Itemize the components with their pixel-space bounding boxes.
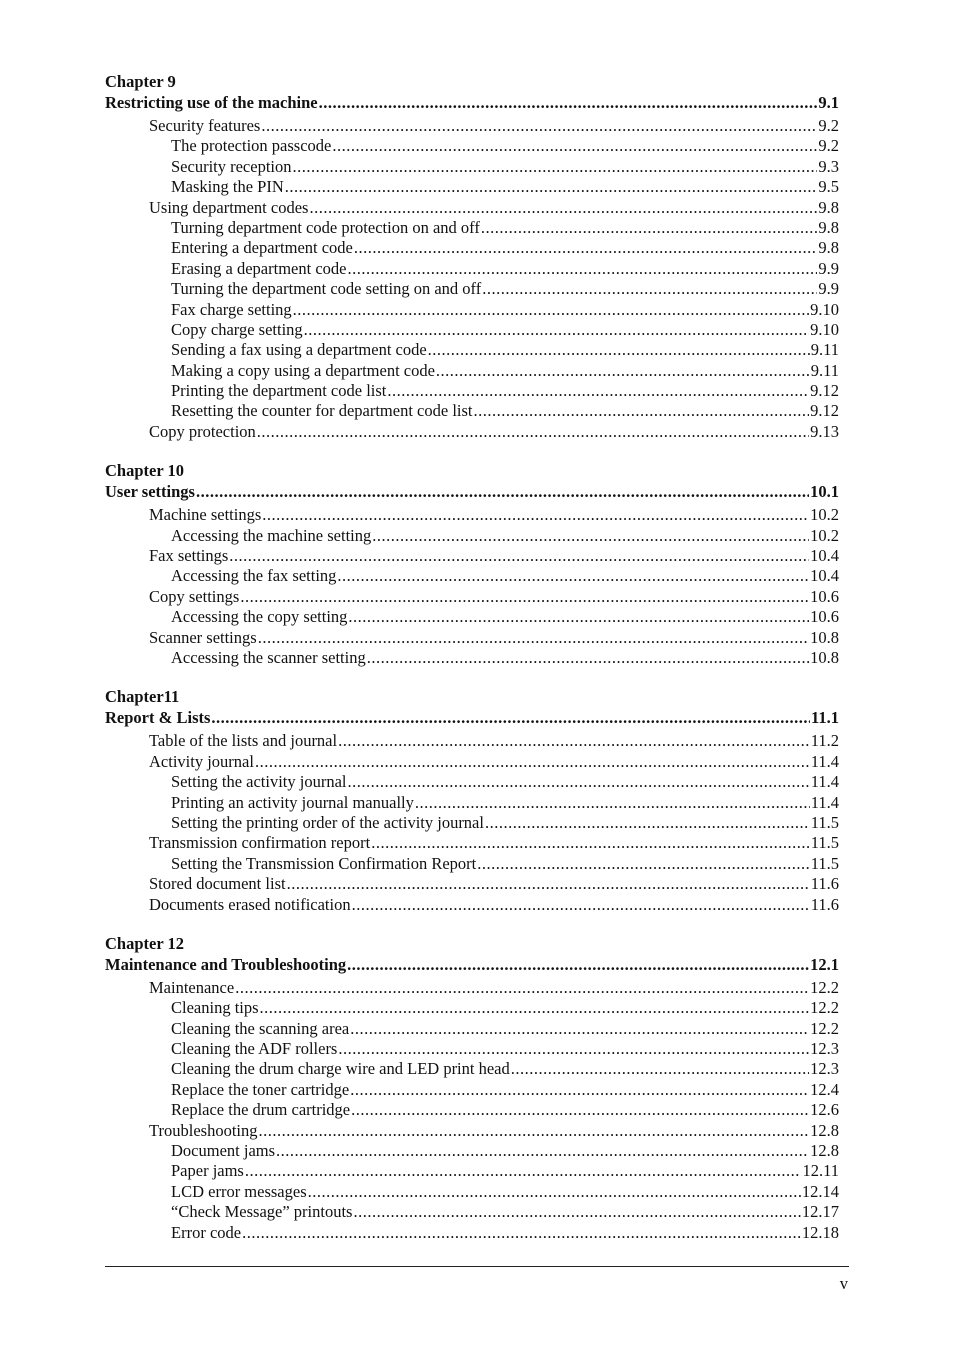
entry-title: Printing an activity journal manually (171, 792, 414, 812)
entry-page-number: 10.4 (810, 546, 839, 566)
entry-page-number: 9.8 (818, 197, 839, 217)
subsection-entry[interactable] (105, 238, 839, 258)
entry-page-number: 11.4 (810, 792, 839, 812)
entry-title: User settings (105, 482, 195, 502)
entry-title: Turning department code protection on and off (171, 217, 480, 237)
chapter-section (105, 460, 839, 668)
dot-leader (350, 1019, 809, 1039)
dot-leader (304, 320, 809, 340)
entry-title: Masking the PIN (171, 177, 284, 197)
dot-leader (338, 1039, 809, 1059)
subsection-entry[interactable] (105, 772, 839, 792)
entry-title: Copy settings (149, 586, 240, 606)
entry-page-number: 9.10 (810, 299, 839, 319)
subsection-entry[interactable] (105, 361, 839, 381)
dot-leader (260, 998, 810, 1018)
dot-leader (348, 607, 809, 627)
chapter-section (105, 71, 839, 442)
subsection-entry[interactable] (105, 1141, 839, 1161)
dot-leader (245, 1161, 802, 1181)
dot-leader (372, 526, 809, 546)
entry-page-number: 12.8 (810, 1120, 839, 1140)
entry-page-number: 11.5 (810, 833, 839, 853)
dot-leader (353, 1202, 800, 1222)
entry-page-number: 9.8 (818, 217, 839, 237)
subsection-entry[interactable] (105, 793, 839, 813)
entry-page-number: 12.3 (810, 1039, 839, 1059)
entry-title: Erasing a department code (171, 258, 347, 278)
subsection-entry[interactable] (105, 1161, 839, 1181)
subsection-entry[interactable] (105, 1080, 839, 1100)
entry-page-number: 9.9 (818, 279, 839, 299)
subsection-entry[interactable] (105, 401, 839, 421)
footer-rule (105, 1266, 849, 1267)
entry-title: Paper jams (171, 1161, 244, 1181)
dot-leader (287, 874, 810, 894)
entry-page-number: 12.4 (810, 1079, 839, 1099)
entry-page-number: 11.1 (811, 708, 839, 728)
entry-page-number: 10.6 (810, 607, 839, 627)
entry-title: Cleaning the ADF rollers (171, 1039, 338, 1059)
entry-page-number: 11.5 (810, 812, 839, 832)
section-entry[interactable] (105, 198, 839, 218)
entry-page-number: 10.4 (810, 566, 839, 586)
dot-leader (415, 793, 810, 813)
entry-page-number: 9.11 (810, 360, 839, 380)
entry-title: Scanner settings (149, 627, 257, 647)
entry-page-number: 12.6 (810, 1100, 839, 1120)
dot-leader (276, 1141, 809, 1161)
dot-leader (229, 546, 809, 566)
dot-leader (319, 92, 818, 113)
dot-leader (308, 1182, 801, 1202)
entry-title: Stored document list (149, 874, 286, 894)
entry-page-number: 9.1 (818, 93, 839, 112)
entry-title: Maintenance and Troubleshooting (105, 954, 347, 974)
entry-title: Entering a department code (171, 238, 353, 258)
entry-title: Making a copy using a department code (171, 360, 435, 380)
subsection-entry[interactable] (105, 157, 839, 177)
entry-title: Setting the Transmission Confirmation Report (171, 853, 477, 873)
dot-leader (482, 279, 817, 299)
entry-title: Fax settings (149, 546, 229, 566)
dot-leader (436, 361, 810, 381)
dot-leader (481, 218, 818, 238)
entry-page-number: 12.17 (801, 1202, 839, 1222)
entry-title: Transmission confirmation report (149, 833, 371, 853)
subsection-entry[interactable] (105, 218, 839, 238)
entry-title: Machine settings (149, 505, 262, 525)
subsection-entry[interactable] (105, 998, 839, 1018)
entry-title: Fax charge setting (171, 299, 292, 319)
chapter-label: Chapter11 (105, 687, 180, 707)
dot-leader (309, 198, 817, 218)
section-entry[interactable] (105, 587, 839, 607)
entry-title: Security reception (171, 156, 292, 176)
dot-leader (387, 381, 809, 401)
subsection-entry[interactable] (105, 1223, 839, 1243)
dot-leader (352, 895, 810, 915)
chapter-section (105, 686, 839, 915)
chapter-title-entry[interactable] (105, 92, 839, 116)
subsection-entry[interactable] (105, 300, 839, 320)
dot-leader (350, 1080, 809, 1100)
section-entry[interactable] (105, 116, 839, 136)
entry-title: Report & Lists (105, 708, 211, 728)
entry-page-number: 10.6 (810, 586, 839, 606)
dot-leader (262, 505, 809, 525)
subsection-entry[interactable] (105, 259, 839, 279)
dot-leader (367, 648, 809, 668)
dot-leader (242, 1223, 801, 1243)
dot-leader (511, 1059, 809, 1079)
entry-page-number: 9.2 (818, 116, 839, 135)
entry-page-number: 11.4 (810, 772, 839, 792)
subsection-entry[interactable] (105, 1182, 839, 1202)
entry-title: Table of the lists and journal (149, 731, 338, 751)
section-entry[interactable] (105, 628, 839, 648)
entry-title: LCD error messages (171, 1181, 307, 1201)
dot-leader (347, 259, 817, 279)
entry-title: Cleaning tips (171, 998, 259, 1018)
chapter-title-entry[interactable] (105, 481, 839, 505)
section-entry[interactable] (105, 895, 839, 915)
section-entry[interactable] (105, 731, 839, 751)
subsection-entry[interactable] (105, 381, 839, 401)
entry-title: Security features (149, 116, 261, 135)
entry-page-number: 12.2 (810, 1018, 839, 1038)
dot-leader (337, 566, 809, 586)
entry-title: Documents erased notification (149, 894, 351, 914)
subsection-entry[interactable] (105, 1019, 839, 1039)
subsection-entry[interactable] (105, 1202, 839, 1222)
section-entry[interactable] (105, 978, 839, 998)
entry-title: Error code (171, 1222, 242, 1242)
entry-page-number: 9.12 (810, 401, 839, 421)
dot-leader (196, 481, 809, 502)
section-entry[interactable] (105, 546, 839, 566)
dot-leader (259, 1121, 810, 1141)
subsection-entry[interactable] (105, 1100, 839, 1120)
entry-title: Setting the activity journal (171, 772, 347, 792)
entry-page-number: 12.2 (810, 977, 839, 997)
entry-title: Troubleshooting (149, 1120, 258, 1140)
subsection-entry[interactable] (105, 607, 839, 627)
dot-leader (293, 300, 809, 320)
entry-page-number: 9.9 (818, 258, 839, 278)
entry-page-number: 9.5 (818, 177, 839, 197)
entry-page-number: 12.18 (801, 1222, 839, 1242)
chapter-label: Chapter 12 (105, 933, 184, 953)
section-entry[interactable] (105, 1121, 839, 1141)
section-entry[interactable] (105, 752, 839, 772)
section-entry[interactable] (105, 505, 839, 525)
dot-leader (255, 752, 810, 772)
subsection-entry[interactable] (105, 566, 839, 586)
subsection-entry[interactable] (105, 648, 839, 668)
dot-leader (428, 340, 810, 360)
entry-title: Maintenance (149, 977, 235, 997)
entry-page-number: 11.5 (810, 853, 839, 873)
entry-title: Resetting the counter for department code list (171, 401, 473, 421)
entry-page-number: 11.6 (810, 894, 839, 914)
entry-page-number: 12.14 (801, 1181, 839, 1201)
entry-title: Activity journal (149, 751, 254, 771)
entry-page-number: 12.1 (810, 954, 839, 974)
dot-leader (211, 707, 810, 728)
entry-title: Copy charge setting (171, 319, 303, 339)
subsection-entry[interactable] (105, 526, 839, 546)
entry-title: Document jams (171, 1141, 276, 1161)
entry-page-number: 11.2 (810, 731, 839, 751)
entry-page-number: 9.8 (818, 238, 839, 258)
dot-leader (332, 136, 817, 156)
subsection-entry[interactable] (105, 320, 839, 340)
page-number: v (839, 1274, 848, 1293)
dot-leader (258, 628, 809, 648)
entry-page-number: 10.1 (810, 482, 839, 502)
entry-page-number: 10.2 (810, 505, 839, 525)
entry-title: Accessing the copy setting (171, 607, 348, 627)
subsection-entry[interactable] (105, 279, 839, 299)
entry-title: Copy protection (149, 421, 256, 441)
entry-title: Turning the department code setting on and off (171, 279, 482, 299)
subsection-entry[interactable] (105, 813, 839, 833)
chapter-label: Chapter 10 (105, 461, 184, 481)
entry-title: Cleaning the scanning area (171, 1018, 350, 1038)
subsection-entry[interactable] (105, 136, 839, 156)
subsection-entry[interactable] (105, 1059, 839, 1079)
entry-title: Replace the toner cartridge (171, 1079, 350, 1099)
section-entry[interactable] (105, 833, 839, 853)
subsection-entry[interactable] (105, 854, 839, 874)
entry-page-number: 10.8 (810, 647, 839, 667)
entry-page-number: 12.11 (802, 1161, 839, 1181)
entry-title: Accessing the fax setting (171, 566, 337, 586)
subsection-entry[interactable] (105, 1039, 839, 1059)
dot-leader (474, 401, 810, 421)
chapter-label: Chapter 9 (105, 72, 176, 91)
entry-title: Accessing the scanner setting (171, 647, 366, 667)
entry-page-number: 10.8 (810, 627, 839, 647)
entry-page-number: 9.10 (810, 319, 839, 339)
dot-leader (285, 177, 818, 197)
entry-page-number: 9.11 (810, 340, 839, 360)
entry-page-number: 9.12 (810, 381, 839, 401)
dot-leader (338, 731, 810, 751)
dot-leader (261, 116, 817, 136)
dot-leader (257, 422, 809, 442)
dot-leader (477, 854, 809, 874)
table-of-contents (105, 71, 839, 1261)
entry-title: Restricting use of the machine (105, 93, 318, 112)
entry-title: Accessing the machine setting (171, 525, 372, 545)
entry-page-number: 10.2 (810, 525, 839, 545)
entry-page-number: 9.2 (818, 136, 839, 156)
entry-page-number: 12.8 (810, 1141, 839, 1161)
chapter-title-entry[interactable] (105, 707, 839, 731)
entry-title: “Check Message” printouts (171, 1202, 353, 1222)
entry-title: Setting the printing order of the activity journal (171, 812, 484, 832)
entry-page-number: 12.2 (810, 998, 839, 1018)
dot-leader (348, 772, 810, 792)
entry-page-number: 9.13 (810, 421, 839, 441)
chapter-title-entry[interactable] (105, 954, 839, 978)
entry-page-number: 11.6 (810, 874, 839, 894)
dot-leader (371, 833, 810, 853)
dot-leader (347, 954, 809, 975)
entry-title: Using department codes (149, 197, 309, 217)
entry-title: Sending a fax using a department code (171, 340, 427, 360)
entry-page-number: 9.3 (818, 156, 839, 176)
section-entry[interactable] (105, 874, 839, 894)
dot-leader (485, 813, 810, 833)
entry-title: Printing the department code list (171, 381, 387, 401)
entry-title: Replace the drum cartridge (171, 1100, 351, 1120)
subsection-entry[interactable] (105, 340, 839, 360)
section-entry[interactable] (105, 422, 839, 442)
dot-leader (240, 587, 809, 607)
entry-page-number: 12.3 (810, 1059, 839, 1079)
entry-title: Cleaning the drum charge wire and LED print head (171, 1059, 510, 1079)
dot-leader (354, 238, 817, 258)
entry-title: The protection passcode (171, 136, 332, 156)
chapter-section (105, 933, 839, 1243)
dot-leader (351, 1100, 809, 1120)
entry-page-number: 11.4 (810, 751, 839, 771)
dot-leader (293, 157, 818, 177)
dot-leader (235, 978, 809, 998)
subsection-entry[interactable] (105, 177, 839, 197)
